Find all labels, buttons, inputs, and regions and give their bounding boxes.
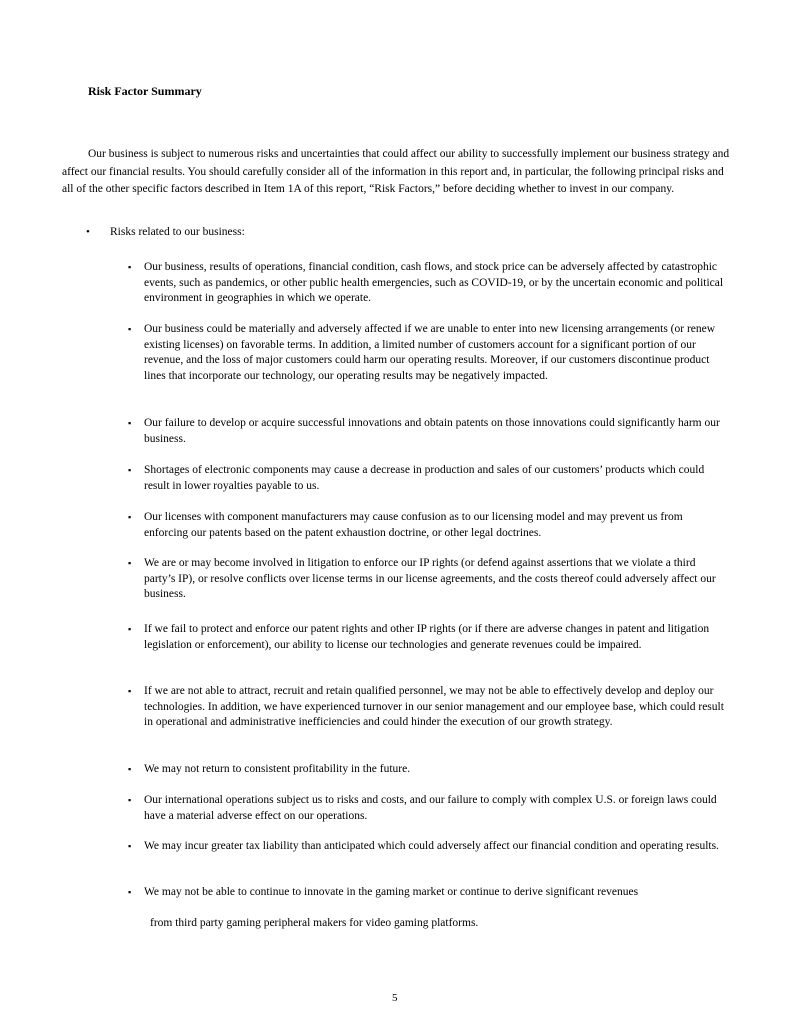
risk-item-text: Our business, results of operations, financial condition, cash flows, and stock price can be adversely affected by catastrophic events, such as pandemics, or other public health emergencies, such as COVID-19, or by the uncertain economic and political environment in geographies in which we operate. bbox=[144, 261, 724, 305]
bullet: ▪ bbox=[128, 887, 132, 897]
page-number: 5 bbox=[392, 992, 398, 1004]
bullet: ▪ bbox=[128, 795, 132, 805]
risk-item-text: If we fail to protect and enforce our patent rights and other IP rights (or if there are adverse changes in patent and litigation legislation or enforcement), our ability to license our technologies and generate revenues could be impaired. bbox=[144, 623, 710, 651]
bullet: ▪ bbox=[128, 512, 132, 522]
bullet: ▪ bbox=[128, 686, 132, 696]
risk-item-continuation bbox=[150, 916, 478, 932]
bullet: ▪ bbox=[128, 624, 132, 634]
bullet: • bbox=[86, 226, 90, 238]
risk-item-text: We may not return to consistent profitability in the future. bbox=[144, 763, 411, 775]
risk-item-text: We may not be able to continue to innovate in the gaming market or continue to derive significant revenues bbox=[144, 886, 639, 898]
bullet: ▪ bbox=[128, 418, 132, 428]
bullet: ▪ bbox=[128, 764, 132, 774]
risk-item-text: from third party gaming peripheral makers for video gaming platforms. bbox=[150, 917, 479, 929]
risk-item-text: Our failure to develop or acquire successful innovations and obtain patents on those innovations could significantly harm our business. bbox=[144, 417, 720, 445]
bullet: ▪ bbox=[128, 841, 132, 851]
page-title: Risk Factor Summary bbox=[88, 84, 202, 98]
risk-item-text: We are or may become involved in litigation to enforce our IP rights (or defend against assertions that we violate a third party’s IP), or resolve conflicts over license terms in our license agreements, and the costs thereof could adversely affect our business. bbox=[144, 557, 716, 601]
risk-item-text: Our business could be materially and adversely affected if we are unable to enter into new licensing arrangements (or renew existing licenses) on favorable terms. In addition, a limited number of customers account for a significant portion of our revenue, and the loss of major customers could harm our operating results. Moreover, if our customers discontinue product lines that incorporate our technology, our operating results may be negatively impacted. bbox=[144, 323, 716, 382]
bullet: ▪ bbox=[128, 262, 132, 272]
risk-item-text: If we are not able to attract, recruit and retain qualified personnel, we may not be able to effectively develop and deploy our technologies. In addition, we have experienced turnover in our senior management and our employee base, which could result in operational and administrative inefficiencies and could hinder the execution of our growth strategy. bbox=[144, 685, 724, 729]
section-heading bbox=[86, 226, 245, 238]
risk-item-text: Our licenses with component manufacturers may cause confusion as to our licensing model and may prevent us from enforcing our patents based on the patent exhaustion doctrine, or other legal doctrines. bbox=[144, 511, 683, 539]
risk-item-text: Our international operations subject us to risks and costs, and our failure to comply with complex U.S. or foreign laws could have a material adverse effect on our operations. bbox=[144, 794, 717, 822]
risk-item-text: Shortages of electronic components may cause a decrease in production and sales of our customers’ products which could result in lower royalties payable to us. bbox=[144, 464, 705, 492]
section-label: Risks related to our business: bbox=[110, 226, 245, 238]
bullet: ▪ bbox=[128, 324, 132, 334]
bullet: ▪ bbox=[128, 558, 132, 568]
bullet: ▪ bbox=[128, 465, 132, 475]
risk-item-text: We may incur greater tax liability than anticipated which could adversely affect our financial condition and operating results. bbox=[144, 840, 719, 852]
intro-paragraph: Our business is subject to numerous risks and uncertainties that could affect our ability to successfully implement our business strategy and affect our financial results. You should carefully consider all of the information in this report and, in particular, the following principal risks and all of the other specific factors described in Item 1A of this report, “Risk Factors,” before deciding whether to invest in our company. bbox=[62, 148, 730, 196]
